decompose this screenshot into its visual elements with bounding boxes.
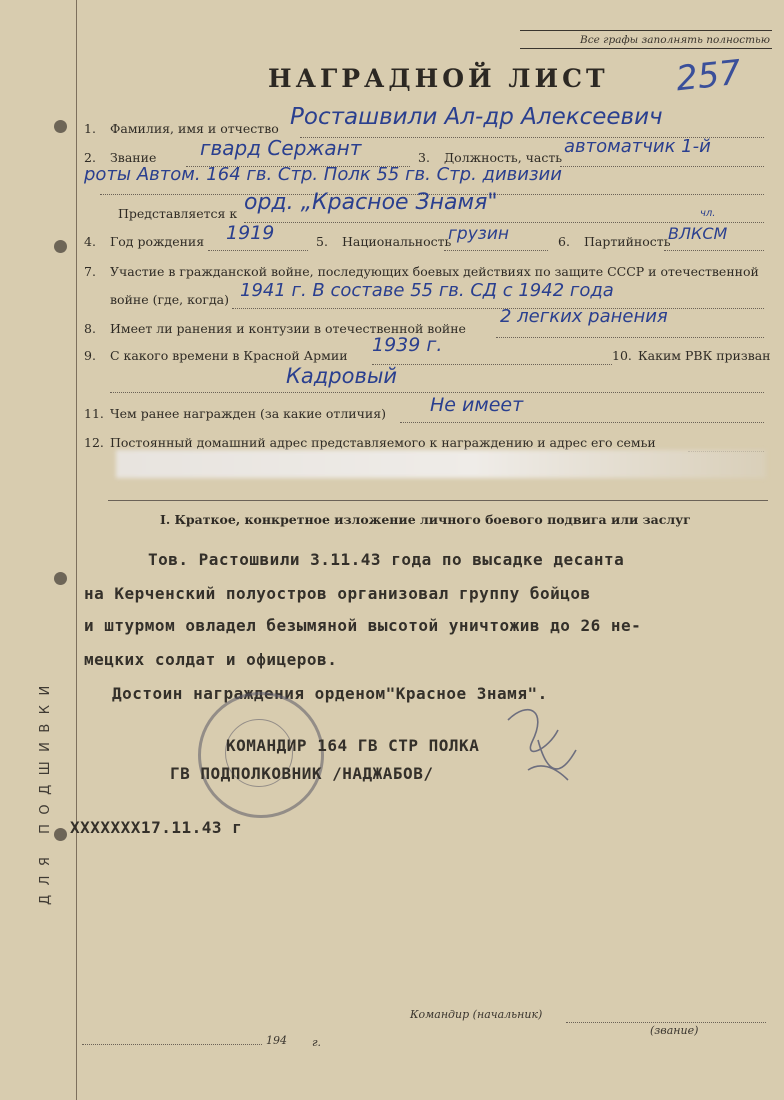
commander-signature bbox=[488, 690, 598, 800]
official-seal bbox=[198, 692, 324, 818]
field-6-value: ВЛКСМ bbox=[668, 224, 728, 243]
narrative-line: Достоин награждения орденом"Красное Знамя". bbox=[112, 684, 548, 703]
corner-number: 257 bbox=[674, 52, 743, 100]
field-11-value: Не имеет bbox=[430, 394, 524, 416]
narrative-line: и штурмом овладел безымяной высотой уничтожив до 26 не- bbox=[84, 616, 642, 635]
field-11-label: 11. Чем ранее награжден (за какие отличия) bbox=[84, 406, 386, 421]
field-6-note: чл. bbox=[700, 208, 716, 219]
commander-title: КОМАНДИР 164 ГВ СТР ПОЛКА bbox=[226, 736, 480, 755]
nomination-label: Представляется к bbox=[118, 206, 238, 221]
field-8-value: 2 легких ранения bbox=[500, 306, 668, 327]
margin-note: ДЛЯ ПОДШИВКИ bbox=[38, 676, 53, 905]
punch-hole bbox=[54, 572, 67, 585]
field-rule bbox=[110, 392, 764, 393]
field-3-label: 3. Должность, часть bbox=[418, 150, 563, 165]
field-4-value: 1919 bbox=[226, 222, 275, 244]
field-12-label: 12. Постоянный домашний адрес представляемого к награждению и адрес его семьи bbox=[84, 435, 656, 450]
footer-year-suffix: г. bbox=[312, 1036, 322, 1049]
narrative-line: на Керченский полуостров организовал группу бойцов bbox=[84, 584, 591, 603]
field-rule bbox=[560, 166, 764, 167]
punch-hole bbox=[54, 120, 67, 133]
field-3-value: автоматчик 1-й bbox=[564, 136, 711, 157]
commander-name: ГВ ПОДПОЛКОВНИК /НАДЖАБОВ/ bbox=[170, 764, 434, 783]
field-7-value: 1941 г. В составе 55 гв. СД с 1942 года bbox=[240, 280, 614, 301]
redacted-address bbox=[116, 450, 766, 478]
field-rule bbox=[496, 337, 764, 338]
field-rule bbox=[244, 222, 764, 223]
rank-footer-label: (звание) bbox=[650, 1024, 699, 1037]
field-2-value: гвард Сержант bbox=[200, 136, 362, 160]
field-9-value: 1939 г. bbox=[372, 334, 443, 356]
field-5-label: 5. Национальность bbox=[316, 234, 452, 249]
field-1-value: Росташвили Ал-др Алексеевич bbox=[290, 104, 663, 130]
field-8-label: 8. Имеет ли ранения и контузии в отечественной войне bbox=[84, 321, 466, 336]
field-10-value: Кадровый bbox=[286, 364, 398, 388]
narrative-line: Тов. Растошвили 3.11.43 года по высадке десанта bbox=[148, 550, 625, 569]
nomination-value: орд. „Красное Знамя" bbox=[244, 190, 498, 215]
field-7-continuation: войне (где, когда) bbox=[110, 292, 229, 307]
field-7-label: 7. Участие в гражданской войне, последующих боевых действиях по защите СССР и отечественной bbox=[84, 264, 759, 279]
field-6-label: 6. Партийность bbox=[558, 234, 671, 249]
field-5-value: грузин bbox=[448, 224, 509, 244]
punch-hole bbox=[54, 828, 67, 841]
document-date: ХХХХХХХ17.11.43 г bbox=[70, 818, 243, 837]
footer-rule bbox=[566, 1022, 766, 1023]
field-10-label: 10. Каким РВК призван bbox=[612, 348, 771, 363]
punch-hole bbox=[54, 240, 67, 253]
field-rule bbox=[400, 422, 764, 423]
narrative-line: мецких солдат и офицеров. bbox=[84, 650, 338, 669]
field-rule bbox=[664, 250, 764, 251]
field-rule bbox=[232, 308, 764, 309]
field-rule bbox=[444, 250, 548, 251]
field-rule bbox=[208, 250, 308, 251]
field-4-label: 4. Год рождения bbox=[84, 234, 205, 249]
margin-line bbox=[76, 0, 77, 1100]
field-1-label: 1. Фамилия, имя и отчество bbox=[84, 121, 279, 136]
field-3-continuation: роты Автом. 164 гв. Стр. Полк 55 гв. Стр. дивизии bbox=[84, 164, 562, 185]
field-rule bbox=[372, 364, 612, 365]
instruction-note: Все графы заполнять полностью bbox=[520, 30, 772, 49]
footer-year: 194 bbox=[266, 1034, 287, 1047]
commander-footer-label: Командир (начальник) bbox=[410, 1008, 543, 1021]
field-2-label: 2. Звание bbox=[84, 150, 157, 165]
section-divider bbox=[108, 500, 768, 501]
field-9-label: 9. С какого времени в Красной Армии bbox=[84, 348, 348, 363]
footer-rule bbox=[82, 1044, 262, 1045]
document-title: НАГРАДНОЙ ЛИСТ bbox=[268, 64, 609, 93]
section-heading: I. Краткое, конкретное изложение личного боевого подвига или заслуг bbox=[160, 512, 691, 527]
